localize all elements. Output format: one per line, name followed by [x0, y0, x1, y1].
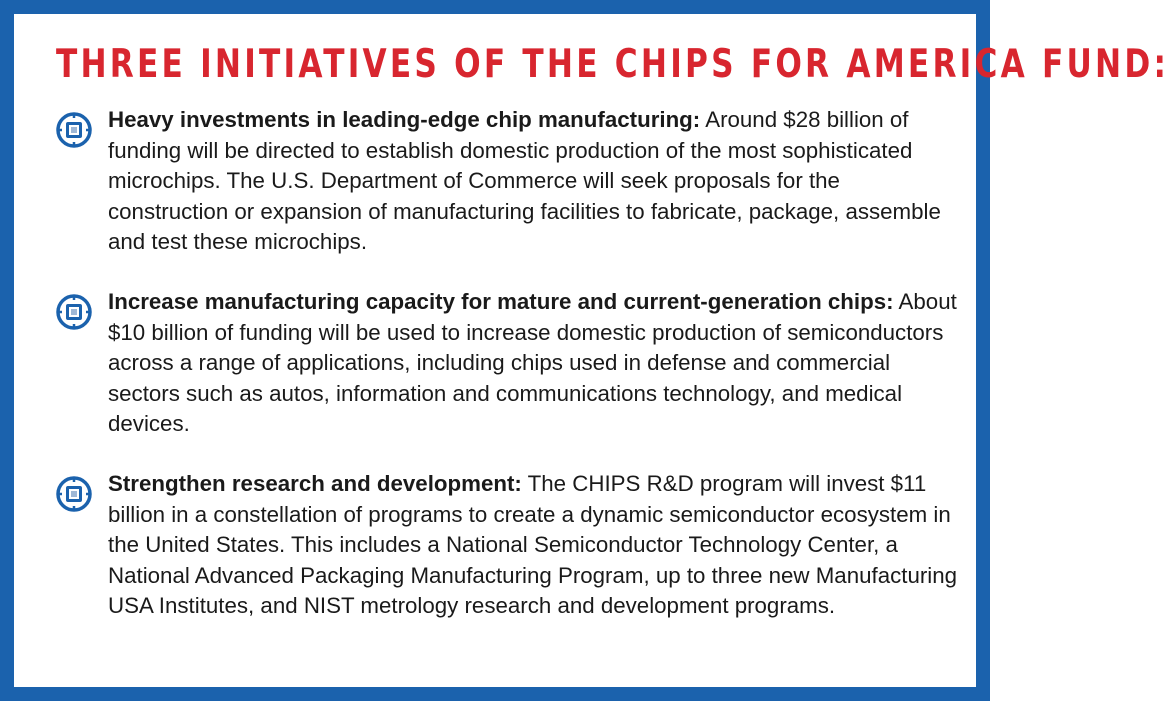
microchip-icon	[56, 476, 92, 512]
item-body: The CHIPS R&D program will invest $11 billion in a constellation of programs to create a dynamic semiconductor ecosystem in the United States. This includes a National Semiconductor Technology Center, a National Advanced Packaging Manufacturing Program, up to three new Manufacturing USA Institutes, and NIST metrology research and development programs.	[108, 471, 958, 618]
initiatives-list	[14, 14, 976, 687]
list-item	[56, 469, 966, 622]
item-body: About $10 billion of funding will be used to increase domestic production of semiconductors across a range of applications, including chips used in defense and commercial sectors such as autos, information and communications technology, and medical devices.	[108, 289, 957, 436]
item-body: Around $28 billion of funding will be directed to establish domestic production of the most sophisticated microchips. The U.S. Department of Commerce will seek proposals for the construction or expansion of manufacturing facilities to fabricate, package, assemble and test these microchips.	[108, 107, 941, 254]
microchip-icon	[56, 294, 92, 330]
item-heading: Heavy investments in leading-edge chip manufacturing:	[108, 107, 701, 132]
item-heading: Increase manufacturing capacity for mature and current-generation chips:	[108, 289, 894, 314]
list-item	[56, 287, 966, 440]
list-item	[56, 105, 966, 258]
microchip-icon	[56, 112, 92, 148]
item-heading: Strengthen research and development:	[108, 471, 522, 496]
page-title: THREE INITIATIVES OF THE CHIPS FOR AMERICA FUND:	[56, 42, 1169, 87]
